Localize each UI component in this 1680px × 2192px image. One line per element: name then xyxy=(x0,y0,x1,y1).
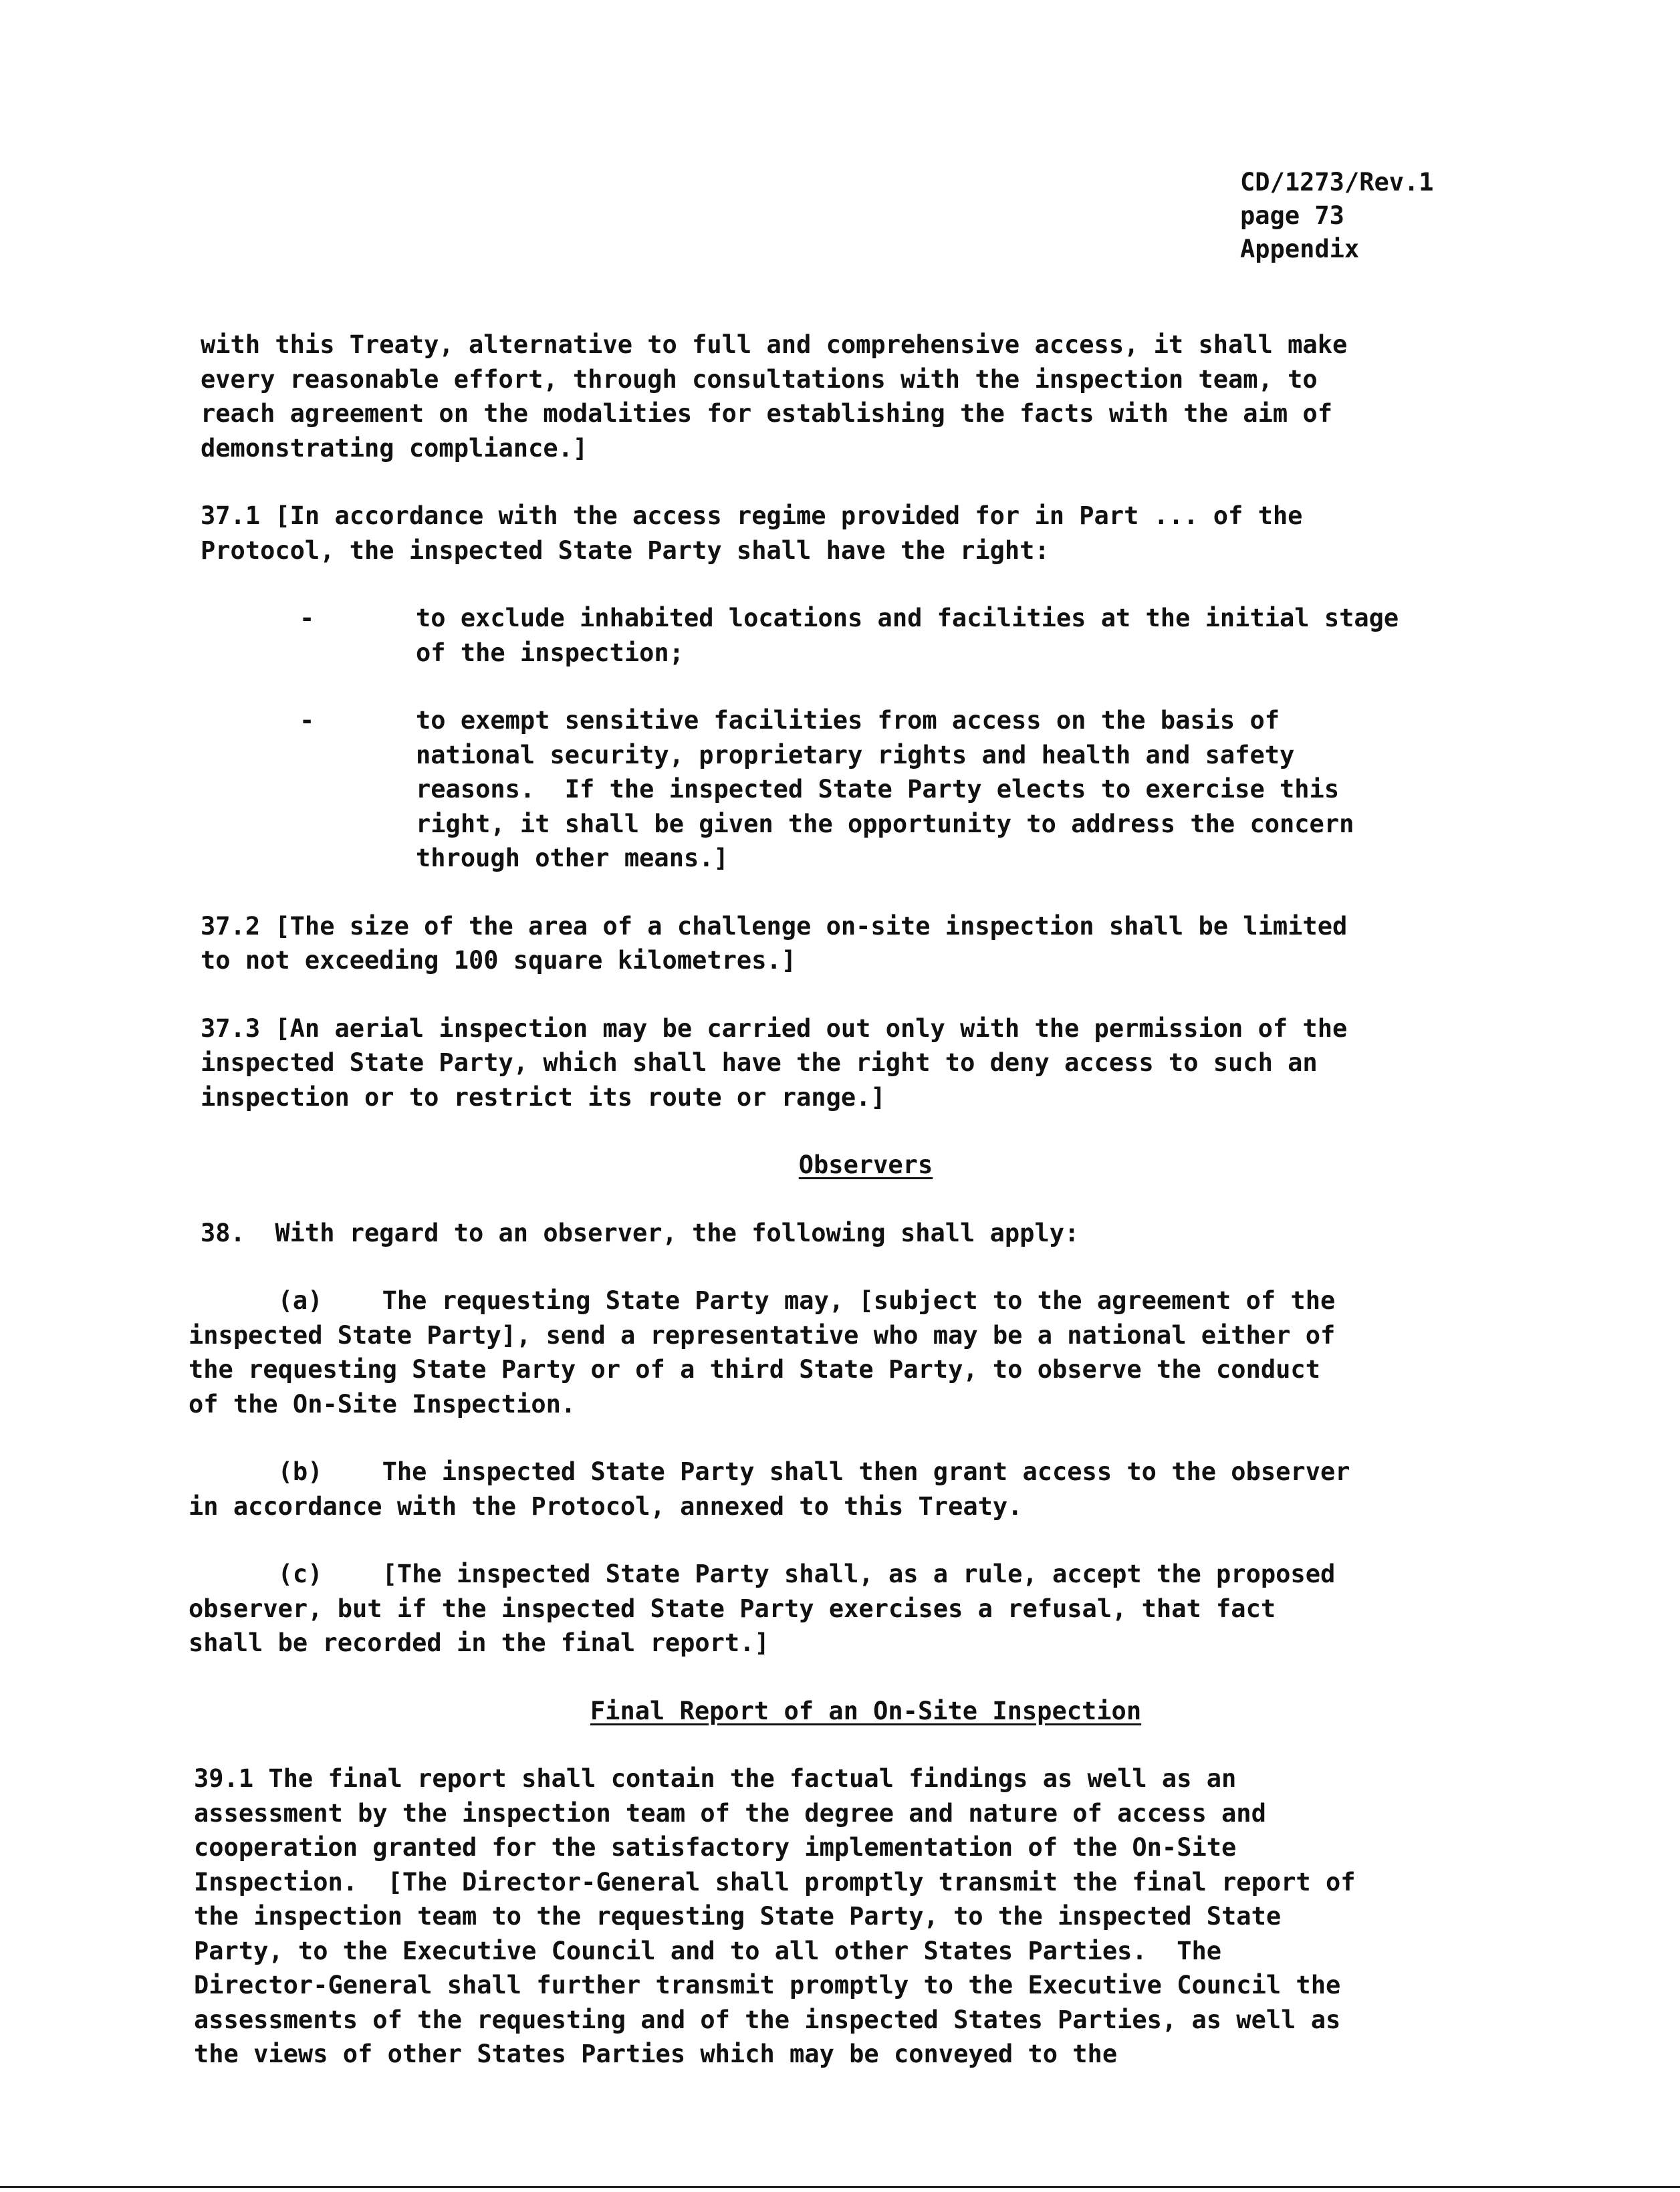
paragraph-37-3 xyxy=(201,1011,1531,1115)
text-line: assessment by the inspection team of the degree and nature of access and xyxy=(194,1798,1266,1828)
document-body xyxy=(189,328,1531,2072)
page-bottom-rule xyxy=(0,2186,1680,2188)
paragraph-39-1 xyxy=(194,1761,1531,2072)
text-line: through other means.] xyxy=(416,844,729,872)
text-line: of the On-Site Inspection. xyxy=(189,1389,576,1419)
section-heading-observers: Observers xyxy=(798,1150,933,1179)
section-label: Appendix xyxy=(1240,235,1360,263)
text-line: inspected State Party, which shall have the right to deny access to such an xyxy=(201,1048,1318,1077)
paragraph-37-2 xyxy=(201,909,1531,978)
text-line: Protocol, the inspected State Party shall have the right: xyxy=(201,535,1050,565)
text-line: national security, proprietary rights and health and safety xyxy=(416,740,1295,769)
text-line: every reasonable effort, through consultations with the inspection team, to xyxy=(201,364,1318,394)
text-line: Inspection. [The Director-General shall promptly transmit the final report of xyxy=(194,1867,1356,1897)
text-line: (b) The inspected State Party shall then grant access to the observer xyxy=(189,1457,1350,1486)
bullet-item xyxy=(201,703,1531,876)
text-line: the inspection team to the requesting State Party, to the inspected State xyxy=(194,1902,1282,1931)
text-line: in accordance with the Protocol, annexed to this Treaty. xyxy=(189,1491,1023,1521)
paragraph-38-b xyxy=(189,1455,1531,1524)
paragraph-38-a xyxy=(189,1284,1531,1421)
text-line: (a) The requesting State Party may, [subject to the agreement of the xyxy=(189,1286,1336,1315)
section-heading-final-report: Final Report of an On-Site Inspection xyxy=(590,1696,1142,1725)
text-line: cooperation granted for the satisfactory implementation of the On-Site xyxy=(194,1833,1237,1862)
paragraph-37-1 xyxy=(201,499,1531,568)
text-line: the views of other States Parties which may be conveyed to the xyxy=(194,2040,1118,2068)
bullet-item xyxy=(201,601,1531,670)
text-line: 37.3 [An aerial inspection may be carried out only with the permission of the xyxy=(201,1013,1348,1043)
bullet-dash: - xyxy=(299,604,315,632)
text-line: 37.2 [The size of the area of a challenge on-site inspection shall be limited xyxy=(201,911,1348,941)
text-line: observer, but if the inspected State Party exercises a refusal, that fact xyxy=(189,1594,1276,1623)
document-header xyxy=(1240,166,1434,266)
text-line: inspection or to restrict its route or range.] xyxy=(201,1082,886,1112)
paragraph-38-c xyxy=(189,1557,1531,1661)
text-line: shall be recorded in the final report.] xyxy=(189,1628,769,1657)
text-line: of the inspection; xyxy=(416,638,684,667)
text-line: to not exceeding 100 square kilometres.] xyxy=(201,946,797,975)
text-line: reasons. If the inspected State Party elects to exercise this xyxy=(416,775,1340,804)
text-line: to exempt sensitive facilities from access on the basis of xyxy=(416,706,1280,735)
text-line: demonstrating compliance.] xyxy=(201,433,588,463)
text-line: reach agreement on the modalities for establishing the facts with the aim of xyxy=(201,399,1332,428)
text-line: the requesting State Party or of a third State Party, to observe the conduct xyxy=(189,1355,1320,1384)
text-line: to exclude inhabited locations and facilities at the initial stage xyxy=(416,604,1399,632)
text-line: right, it shall be given the opportunity to address the concern xyxy=(416,809,1354,838)
text-line: (c) [The inspected State Party shall, as a rule, accept the proposed xyxy=(189,1560,1336,1588)
text-line: Director-General shall further transmit promptly to the Executive Council the xyxy=(194,1971,1341,1999)
text-line: with this Treaty, alternative to full and comprehensive access, it shall make xyxy=(201,330,1348,359)
text-line: 37.1 [In accordance with the access regime provided for in Part ... of the xyxy=(201,501,1303,530)
paragraph-38: 38. With regard to an observer, the following shall apply: xyxy=(201,1218,1080,1247)
intro-paragraph xyxy=(201,328,1531,465)
text-line: assessments of the requesting and of the inspected States Parties, as well as xyxy=(194,2005,1341,2034)
page-number: page 73 xyxy=(1240,201,1344,230)
bullet-dash: - xyxy=(299,706,315,735)
text-line: 39.1 The final report shall contain the factual findings as well as an xyxy=(194,1764,1237,1793)
text-line: inspected State Party], send a representative who may be a national either of xyxy=(189,1320,1336,1350)
text-line: Party, to the Executive Council and to all other States Parties. The xyxy=(194,1936,1222,1965)
doc-symbol: CD/1273/Rev.1 xyxy=(1240,168,1434,197)
